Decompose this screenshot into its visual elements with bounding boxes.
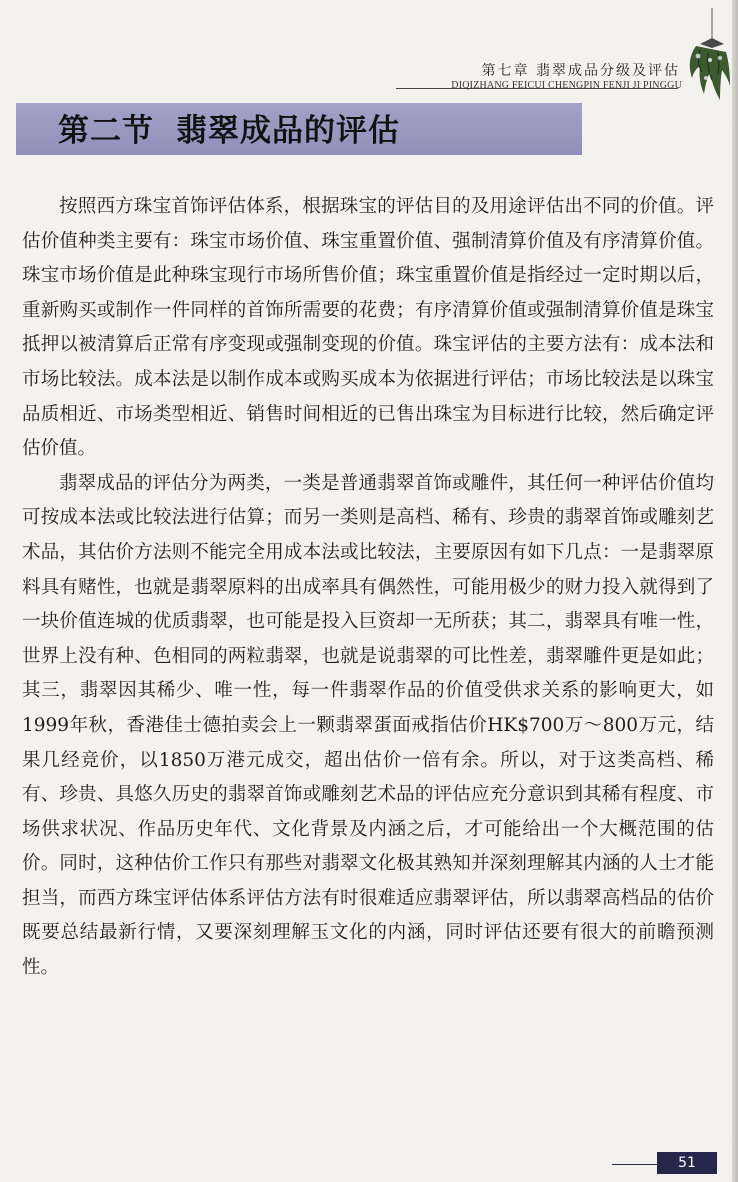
paragraph: 翡翠成品的评估分为两类，一类是普通翡翠首饰或雕件，其任何一种评估价值均可按成本法或比较法进行估算；而另一类则是高档、稀有、珍贵的翡翠首饰或雕刻艺术品，其估价方法则不能完全用成本法或比较法，主要原因有如下几点：一是翡翠原料具有赌性，也就是翡翠原料的出成率具有偶然性，可能用极少的财力投入就得到了一块价值连城的优质翡翠，也可能是投入巨资却一无所获；其二，翡翠具有唯一性，世界上没有种、色相同的两粒翡翠，也就是说翡翠的可比性差，翡翠雕件更是如此；其三，翡翠因其稀少、唯一性，每一件翡翠作品的价值受供求关系的影响更大，如1999年秋，香港佳士德拍卖会上一颗翡翠蛋面戒指估价HK$700万～800万元，结果几经竞价，以1850万港元成交，超出估价一倍有余。所以，对于这类高档、稀有、珍贵、具悠久历史的翡翠首饰或雕刻艺术品的评估应充分意识到其稀有程度、市场供求状况、作品历史年代、文化背景及内涵之后，才可能给出一个大概范围的估价。同时，这种估价工作只有那些对翡翠文化极其熟知并深刻理解其内涵的人士才能担当，而西方珠宝评估体系评估方法有时很难适应翡翠评估，所以翡翠高档品的估价既要总结最新行情，又要深刻理解玉文化的内涵，同时评估还要有很大的前瞻预测性。 [22, 472, 714, 979]
section-heading: 翡翠成品的评估 [176, 113, 400, 149]
paragraph: 按照西方珠宝首饰评估体系，根据珠宝的评估目的及用途评估出不同的价值。评估价值种类主要有：珠宝市场价值、珠宝重置价值、强制清算价值及有序清算价值。珠宝市场价值是此种珠宝现行市场所售价值；珠宝重置价值是指经过一定时期以后，重新购买或制作一件同样的首饰所需要的花费；有序清算价值或强制清算价值是珠宝抵押以被清算后正常有序变现或强制变现的价值。珠宝评估的主要方法有：成本法和市场比较法。成本法是以制作成本或购买成本为依据进行评估；市场比较法是以珠宝品质相近、市场类型相近、销售时间相近的已售出珠宝为目标进行比较，然后确定评估价值。 [22, 196, 714, 460]
page-edge-shadow [732, 0, 738, 1182]
page-number: 51 [657, 1152, 717, 1174]
chapter-pinyin: DIQIZHANG FEICUI CHENGPIN FENJI JI PINGGU [451, 80, 682, 91]
section-title [58, 107, 400, 155]
hanging-plant-icon [676, 8, 732, 108]
chapter-title: 第七章 翡翠成品分级及评估 [481, 63, 680, 79]
body-text [22, 190, 714, 986]
section-number: 第二节 [58, 113, 154, 149]
